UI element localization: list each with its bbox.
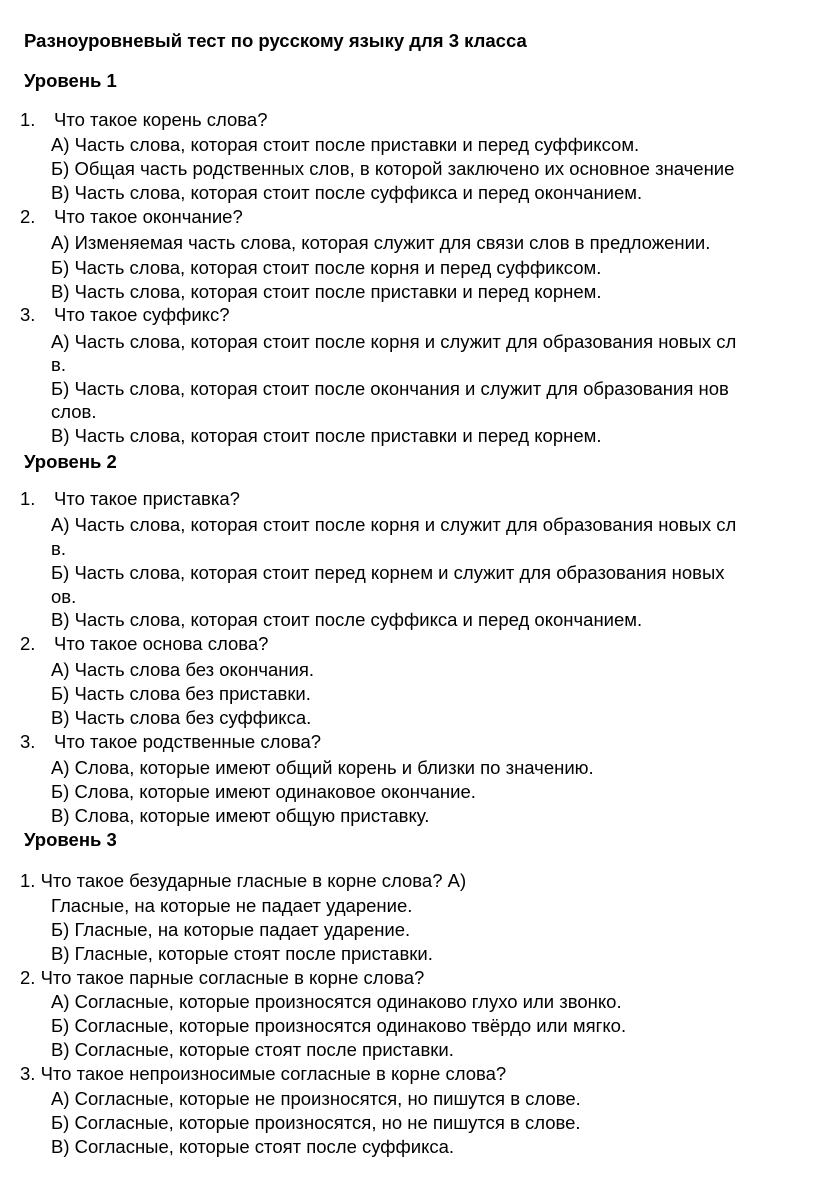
answer-option-continuation: в.	[51, 538, 66, 559]
answer-option: В) Согласные, которые стоят после суффикса.	[51, 1136, 455, 1157]
answer-option: В) Часть слова без суффикса.	[51, 707, 312, 728]
level3-heading: Уровень 3	[24, 829, 117, 850]
answer-option: Б) Гласные, на которые падает ударение.	[51, 919, 411, 940]
answer-option: А) Часть слова, которая стоит после корня и служит для образования новых сл	[51, 331, 737, 352]
answer-option: А) Изменяемая часть слова, которая служит для связи слов в предложении.	[51, 232, 711, 253]
question-text: Что такое основа слова?	[54, 633, 269, 654]
question-text: Что такое суффикс?	[54, 304, 230, 325]
question-number: 1.	[20, 109, 36, 130]
answer-option: А) Согласные, которые не произносятся, но пишутся в слове.	[51, 1088, 581, 1109]
question-text: 2. Что такое парные согласные в корне слова?	[20, 967, 425, 988]
question-text: Что такое родственные слова?	[54, 731, 322, 752]
answer-option-continuation: в.	[51, 354, 66, 375]
answer-option: Б) Слова, которые имеют одинаковое окончание.	[51, 781, 476, 802]
answer-option: Б) Часть слова без приставки.	[51, 683, 311, 704]
answer-option: А) Часть слова, которая стоит после приставки и перед суффиксом.	[51, 134, 640, 155]
answer-option: Б) Часть слова, которая стоит перед корнем и служит для образования новых	[51, 562, 725, 583]
question-number: 2.	[20, 206, 36, 227]
answer-option-continuation: ов.	[51, 586, 77, 607]
question-text: Что такое приставка?	[54, 488, 240, 509]
answer-option: А) Согласные, которые произносятся одинаково глухо или звонко.	[51, 991, 622, 1012]
answer-option: В) Часть слова, которая стоит после приставки и перед корнем.	[51, 425, 602, 446]
question-number: 2.	[20, 633, 36, 654]
answer-option-continuation: Гласные, на которые не падает ударение.	[51, 895, 413, 916]
level2-heading: Уровень 2	[24, 451, 117, 472]
answer-option: В) Гласные, которые стоят после приставки.	[51, 943, 433, 964]
question-number: 3.	[20, 731, 36, 752]
question-text: Что такое окончание?	[54, 206, 243, 227]
answer-option: А) Слова, которые имеют общий корень и близки по значению.	[51, 757, 594, 778]
answer-option: Б) Общая часть родственных слов, в которой заключено их основное значение	[51, 158, 735, 179]
answer-option: В) Слова, которые имеют общую приставку.	[51, 805, 430, 826]
answer-option: Б) Часть слова, которая стоит после окончания и служит для образования нов	[51, 378, 729, 399]
question-text: 3. Что такое непроизносимые согласные в корне слова?	[20, 1063, 507, 1084]
answer-option: В) Часть слова, которая стоит после приставки и перед корнем.	[51, 281, 602, 302]
level1-heading: Уровень 1	[24, 70, 117, 91]
answer-option-continuation: слов.	[51, 401, 97, 422]
answer-option: А) Часть слова, которая стоит после корня и служит для образования новых сл	[51, 514, 737, 535]
answer-option: В) Часть слова, которая стоит после суффикса и перед окончанием.	[51, 182, 643, 203]
answer-option: В) Согласные, которые стоят после приставки.	[51, 1039, 454, 1060]
question-text: 1. Что такое безударные гласные в корне слова? А)	[20, 870, 467, 891]
question-number: 1.	[20, 488, 36, 509]
answer-option: Б) Согласные, которые произносятся одинаково твёрдо или мягко.	[51, 1015, 627, 1036]
page-title: Разноуровневый тест по русскому языку для 3 класса	[24, 30, 527, 51]
answer-option: Б) Часть слова, которая стоит после корня и перед суффиксом.	[51, 257, 602, 278]
question-text: Что такое корень слова?	[54, 109, 268, 130]
question-number: 3.	[20, 304, 36, 325]
answer-option: Б) Согласные, которые произносятся, но не пишутся в слове.	[51, 1112, 581, 1133]
answer-option: В) Часть слова, которая стоит после суффикса и перед окончанием.	[51, 609, 643, 630]
answer-option: А) Часть слова без окончания.	[51, 659, 314, 680]
